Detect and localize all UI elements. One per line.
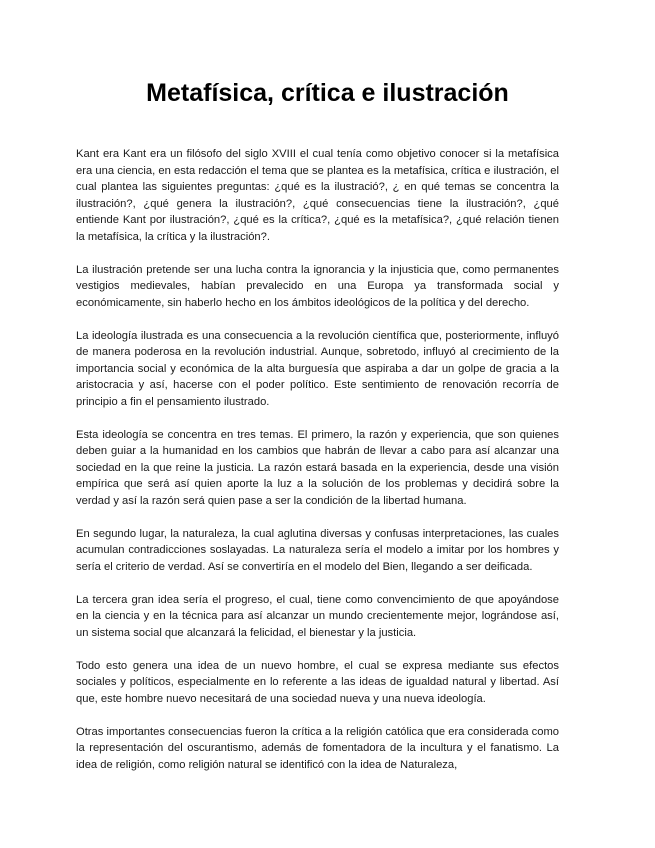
paragraph-naturaleza: En segundo lugar, la naturaleza, la cual aglutina diversas y confusas interpretaciones, las cuales acumulan contradicciones soslayadas. La naturaleza sería el modelo a imitar por los hombres y sería el criterio de verdad. Así se convertiría en el modelo del Bien, llegando a ser deificada.	[76, 527, 559, 573]
document-body	[76, 146, 559, 790]
paragraph-ilustracion: La ilustración pretende ser una lucha contra la ignorancia y la injusticia que, como permanentes vestigios medievales, habían prevalecido en una Europa ya transformada social y económicamente, sin haberlo hecho en los ámbitos ideológicos de la política y del derecho.	[76, 263, 559, 309]
paragraph-intro: Kant era Kant era un filósofo del siglo XVIII el cual tenía como objetivo conocer si la metafísica era una ciencia, en esta redacción el tema que se plantea es la metafísica, crítica e ilustración, el cual plantea las siguientes preguntas: ¿qué es la ilustració?, ¿ en qué temas se concentra la ilustración?, ¿qué genera la ilustración?, ¿qué consecuencias tiene la ilustración?, ¿qué entiende Kant por ilustración?, ¿qué es la crítica?, ¿qué es la metafísica?, ¿qué relación tienen la metafísica, la crítica y la ilustración?.	[76, 148, 559, 243]
paragraph-razon: Esta ideología se concentra en tres temas. El primero, la razón y experiencia, que son quienes deben guiar a la humanidad en los cambios que habrán de llevar a cabo para así alcanzar una sociedad en la que reine la justicia. La razón estará basada en la experiencia, desde una visión empírica que será así quien aporte la luz a la solución de los problemas y decidirá sobre la verdad y así la razón será quien pase a ser la condición de la libertad humana.	[76, 428, 559, 507]
page-title: Metafísica, crítica e ilustración	[146, 79, 509, 107]
paragraph-progreso: La tercera gran idea sería el progreso, el cual, tiene como convencimiento de que apoyándose en la ciencia y en la técnica para así alcanzar un mundo crecientemente mejor, lográndose así, un sistema social que alcanzará la felicidad, el bienestar y la justicia.	[76, 593, 559, 639]
paragraph-nuevo-hombre: Todo esto genera una idea de un nuevo hombre, el cual se expresa mediante sus efectos sociales y políticos, especialmente en lo referente a las ideas de igualdad natural y libertad. Así que, este hombre nuevo necesitará de una sociedad nueva y una nueva ideología.	[76, 659, 559, 705]
paragraph-ideologia: La ideología ilustrada es una consecuencia a la revolución científica que, posteriormente, influyó de manera poderosa en la revolución industrial. Aunque, sobretodo, influyó al crecimiento de la importancia social y económica de la alta burguesía que aspiraba a dar un golpe de gracia a la aristocracia y así, hacerse con el poder político. Este sentimiento de renovación recorría de principio a fin el pensamiento ilustrado.	[76, 329, 559, 408]
paragraph-consecuencias: Otras importantes consecuencias fueron la crítica a la religión católica que era considerada como la representación del oscurantismo, además de fomentadora de la incultura y el fanatismo. La idea de religión, como religión natural se identificó con la idea de Naturaleza,	[76, 725, 559, 771]
